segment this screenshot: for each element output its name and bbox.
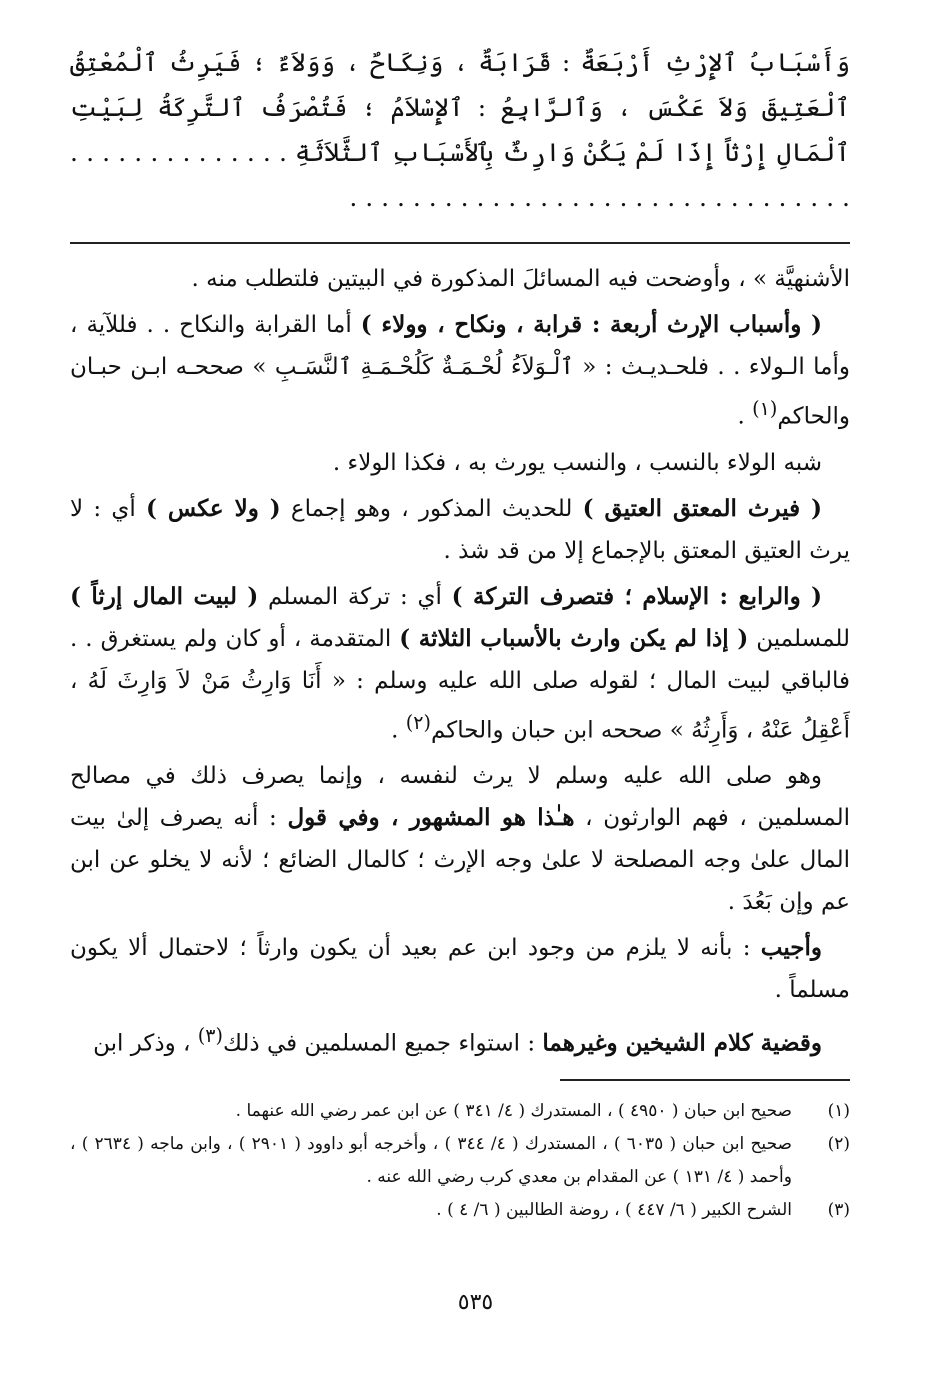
commentary-text: أما القرابة والنكاح . . فللآية ، وأما الـولاء . . فلحـديـث : « ٱلْـوَلاَءُ لُحْـمَـةٌ كَلُحْـمَـةِ ٱلنَّسَـبِ » صححـه ابـن حبـان والحاكم [70, 312, 850, 430]
commentary-paragraph-1: الأشنهيَّة » ، وأوضحت فيه المسائلَ المذكورة في البيتين فلتطلب منه . [191, 266, 850, 292]
bold-phrase: وأجيب [760, 934, 822, 962]
footnote-ref-3[interactable]: (٣) [197, 1024, 224, 1048]
commentary-text: : استواء جميع المسلمين في ذلك [223, 1030, 543, 1057]
commentary-paragraph-4 [70, 488, 850, 572]
footnote-1 [70, 1095, 850, 1128]
commentary-text: وهو صلى الله عليه وسلم لا يرث لنفسه ، وإنما يصرف ذلك في مصالح المسلمين ، فهم الوارثون ، [70, 763, 850, 832]
commentary-text: : بأنه لا يلزم من وجود ابن عم بعيد أن يكون وارثاً ؛ لاحتمال ألا يكون مسلماً . [70, 935, 850, 1004]
commentary-text: أي : لا يرث العتيق المعتق بالإجماع إلا من قد شذ . [70, 495, 850, 564]
footnote-ref-2[interactable]: (٢) [405, 710, 431, 734]
quoted-matn: ( إذا لم يكن وارث بالأسباب الثلاثة ) [399, 624, 749, 652]
quoted-matn: ( فيرث المعتق العتيق ) [582, 494, 822, 522]
quoted-matn: ( لبيت المال إرثاً ) [70, 582, 259, 610]
commentary-text: للمسلمين [748, 625, 851, 652]
commentary [70, 258, 850, 1065]
footnote-number: (٢) [827, 1133, 850, 1154]
commentary-paragraph-3: شبه الولاء بالنسب ، والنسب يورث به ، فكذا الولاء . [332, 449, 822, 476]
footnote-number: (٣) [827, 1199, 850, 1220]
footnote-text: الشرح الكبير ( ٦/ ٤٤٧ ) ، روضة الطالبين ( ٦/ ٤ ) . [436, 1199, 792, 1220]
matn-text: وَأَسْبَابُ ٱلإِرْثِ أَرْبَعَةٌ : قَرَابَةٌ ، وَنِكَاحٌ ، وَوَلاَءٌ ؛ فَيَرِثُ ٱلْمُعْتِقُ ٱلْعَتِيقَ وَلاَ عَكْسَ ، وَٱلرَّابِعُ : ٱلإِسْلاَمُ ؛ فَتُصْرَفُ ٱلتَّرِكَةُ لِبَيْتِ ٱلْمَالِ إِرْثاً إِذَا لَمْ يَكُنْ وَارِثٌ بِٱلأَسْبَابِ ٱلثَّلاَثَةِ . . . . . . . . . . . . . . . . . . . . . . . . . . . . . . . . . . . . . . . . . . . . . . [70, 48, 850, 212]
commentary-paragraph-7 [70, 927, 850, 1011]
commentary-text: المتقدمة ، أو كان ولم يستغرق . . فالباقي لبيت المال ؛ لقوله صلى الله عليه وسلم : « أَنَا وَارِثُ مَنْ لاَ وَارِثَ لَهُ ، أَعْقِلُ عَنْهُ ، وَأَرِثُهُ » صححه ابن حبان والحاكم [70, 625, 850, 744]
footnote-2 [70, 1128, 850, 1194]
footnote-ref-1[interactable]: (١) [752, 397, 778, 420]
commentary-paragraph-8 [70, 1015, 850, 1065]
commentary-text: . [391, 717, 406, 744]
commentary-text: أي : تركة المسلم [258, 583, 452, 610]
footnote-text: صحيح ابن حبان ( ٦٠٣٥ ) ، المستدرك ( ٤/ ٣٤٤ ) ، وأخرجه أبو داوود ( ٢٩٠١ ) ، وابن ماجه ( ٢٦٣٤ ) ، وأحمد ( ٤/ ١٣١ ) عن المقدام بن معدي كرب رضي الله عنه . [70, 1133, 792, 1187]
quoted-matn: ( وأسباب الإرث أربعة : قرابة ، ونكاح ، وولاء ) [360, 311, 823, 338]
matn-separator-line [70, 242, 850, 244]
commentary-paragraph-6 [70, 755, 850, 923]
footnote-separator-line [560, 1079, 850, 1081]
commentary-paragraph-2 [70, 304, 850, 438]
bold-phrase: وقضية كلام الشيخين وغيرهما [542, 1029, 822, 1057]
commentary-paragraph-5 [70, 576, 850, 752]
commentary-text: . [737, 403, 753, 430]
footnote-text: صحيح ابن حبان ( ٤٩٥٠ ) ، المستدرك ( ٤/ ٣٤١ ) عن ابن عمر رضي الله عنهما . [235, 1100, 792, 1121]
page-number: ٥٣٥ [457, 1290, 494, 1315]
footnote-3 [70, 1194, 850, 1227]
commentary-text: للحديث المذكور ، وهو إجماع [280, 495, 583, 522]
commentary-text: ، وذكر ابن [93, 1030, 198, 1057]
footnotes [70, 1095, 850, 1227]
footnote-number: (١) [827, 1100, 850, 1121]
quoted-matn: ( ولا عكس ) [146, 494, 281, 522]
commentary-text: : أنه يصرف إلىٰ بيت المال علىٰ وجه المصلحة لا علىٰ وجه الإرث ؛ كالمال الضائع ؛ لأنه لا يخلو عن ابن عم وإن بَعُدَ . [70, 805, 850, 916]
quoted-matn: ( والرابع : الإسلام ؛ فتصرف التركة ) [451, 582, 822, 610]
bold-phrase: هـٰذا هو المشهور ، وفي قول [287, 804, 575, 832]
page-body [70, 40, 850, 1227]
